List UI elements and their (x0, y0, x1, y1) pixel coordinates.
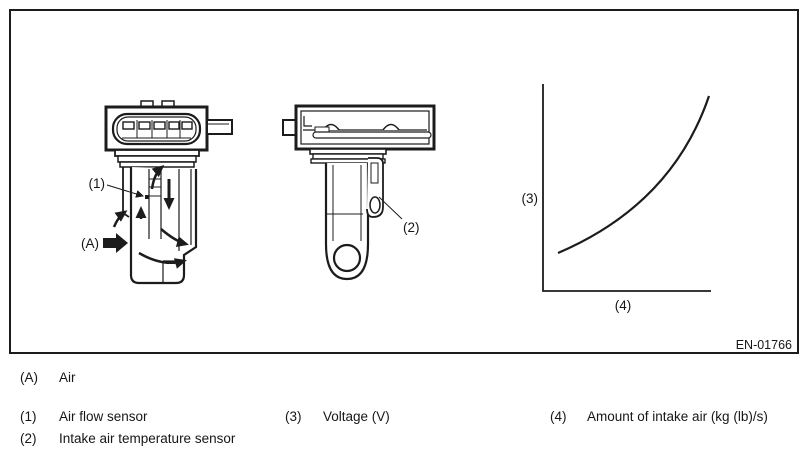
output-characteristic-graph (522, 84, 712, 313)
air-inlet-arrow-icon (103, 233, 128, 253)
callout-intake-air-temp-sensor: (2) (403, 220, 420, 235)
air-flow-sensor-cross-section (81, 101, 232, 283)
legend-marker-amount-of-intake-air: (4) (550, 409, 567, 424)
legend-label-amount-of-intake-air: Amount of intake air (kg (lb)/s) (587, 409, 768, 424)
graph-y-axis-label: (3) (521, 191, 538, 206)
graph-curve (558, 96, 709, 253)
legend-label-voltage: Voltage (V) (323, 409, 390, 424)
figure-box (9, 9, 799, 354)
sensor-body-icon (123, 167, 196, 283)
legend-marker-intake-air-temperature-sensor: (2) (20, 431, 37, 446)
collar-icon (115, 150, 199, 167)
graph-x-axis-label: (4) (614, 298, 632, 313)
legend-label-intake-air-temperature-sensor: Intake air temperature sensor (59, 431, 236, 446)
probe-tube-icon (326, 163, 368, 279)
legend-marker-air-flow-sensor: (1) (20, 409, 37, 424)
intake-air-temp-sensor-icon (367, 158, 383, 217)
air-flow-sensor-side-view (283, 106, 434, 279)
legend-marker-voltage: (3) (285, 409, 302, 424)
figure-drawing (11, 11, 797, 352)
sensing-element-icon (145, 195, 149, 199)
graph-axes (543, 84, 711, 291)
callout-air: (A) (81, 236, 99, 251)
legend-label-air-flow-sensor: Air flow sensor (59, 409, 148, 424)
legend-marker-air: (A) (20, 370, 38, 385)
figure-code: EN-01766 (735, 338, 792, 352)
callout-air-flow-sensor: (1) (88, 176, 105, 191)
flange-head-icon (283, 106, 434, 149)
legend-label-air: Air (59, 370, 76, 385)
connector-head-icon (106, 101, 232, 150)
